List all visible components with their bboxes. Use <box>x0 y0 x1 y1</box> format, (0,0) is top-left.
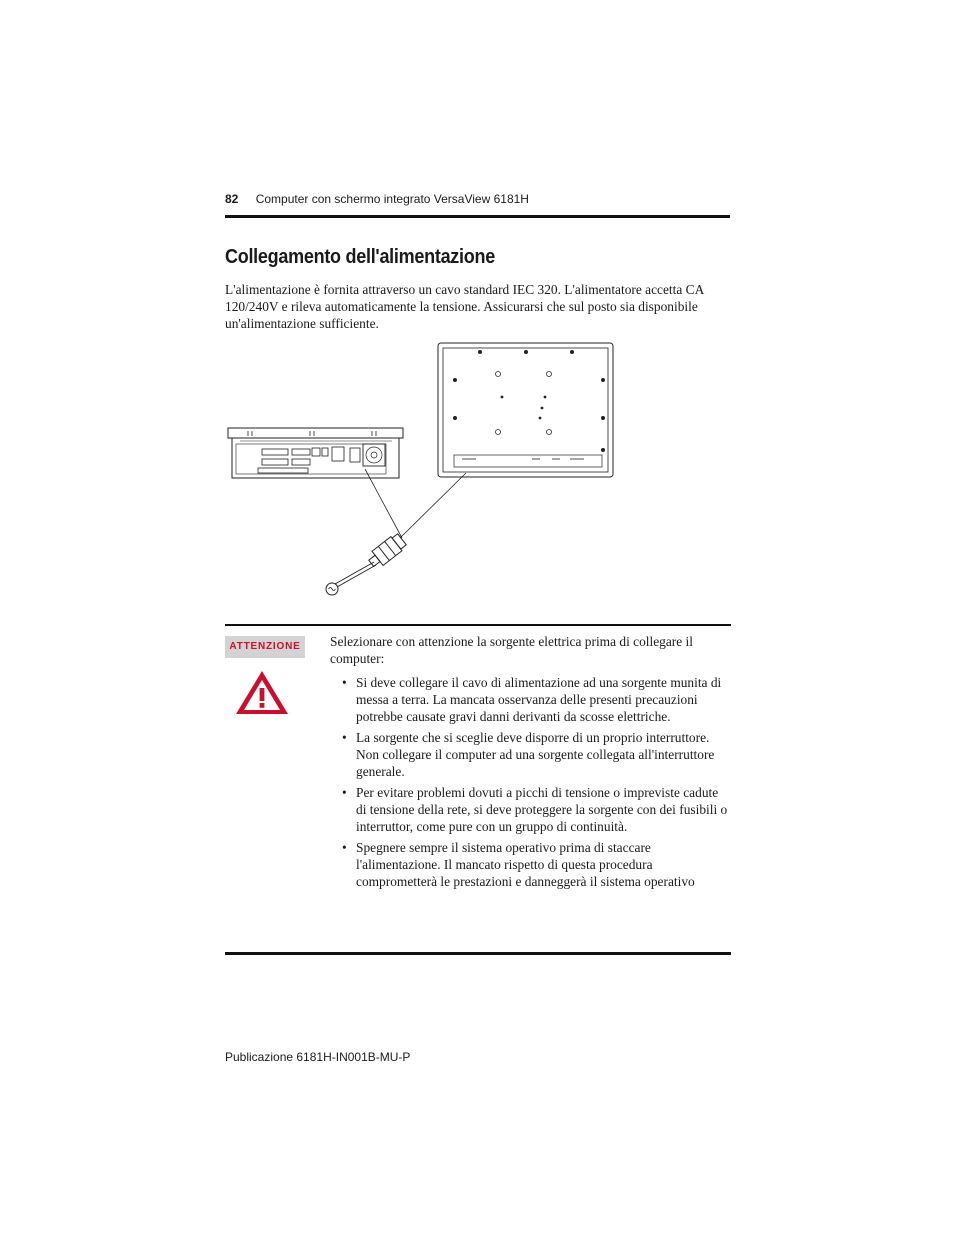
running-header <box>225 192 529 206</box>
attention-top-rule <box>225 624 731 626</box>
attention-list-item: • Spegnere sempre il sistema operativo prima di staccare l'alimentazione. Il mancato rispetto di questa procedura comprometterà le prestazioni e danneggerà il sistema operativo <box>342 840 695 889</box>
attention-badge: ATTENZIONE <box>225 636 305 658</box>
intro-paragraph: L'alimentazione è fornita attraverso un cavo standard IEC 320. L'alimentatore accetta CA 120/240V e rileva automaticamente la tensione. Assicurarsi che sul posto sia disponibile un'alimentazione sufficiente. <box>225 282 704 331</box>
publication-footer: Publicazione 6181H-IN001B-MU-P <box>225 1050 411 1064</box>
warning-triangle-icon <box>234 668 290 716</box>
attention-list-item: • Per evitare problemi dovuti a picchi di tensione o impreviste cadute di tensione della rete, si deve proteggere la sorgente con dei fusibili o interruttor, come pure con un gruppo di continuità. <box>342 785 728 834</box>
attention-lead-text: Selezionare con attenzione la sorgente elettrica prima di collegare il computer: <box>330 634 693 666</box>
section-title: Collegamento dell'alimentazione <box>225 246 495 268</box>
power-cord-plug <box>326 532 408 595</box>
computer-bottom-view <box>228 428 403 478</box>
attention-list <box>330 674 730 894</box>
display-rear-view <box>438 343 613 477</box>
page-number: 82 <box>225 192 239 206</box>
header-rule <box>225 215 730 218</box>
running-title: Computer con schermo integrato VersaView 6181H <box>255 192 529 206</box>
power-cord-connection-diagram <box>222 338 622 603</box>
attention-bottom-rule <box>225 952 731 955</box>
attention-list-item: • Si deve collegare il cavo di alimentazione ad una sorgente munita di messa a terra. La mancata osservanza delle presenti precauzioni potrebbe causate gravi danni derivanti da scosse elettriche. <box>342 675 722 724</box>
attention-list-item: • La sorgente che si sceglie deve disporre di un proprio interruttore. Non collegare il computer ad una sorgente collegata all'interruttore generale. <box>342 730 715 779</box>
